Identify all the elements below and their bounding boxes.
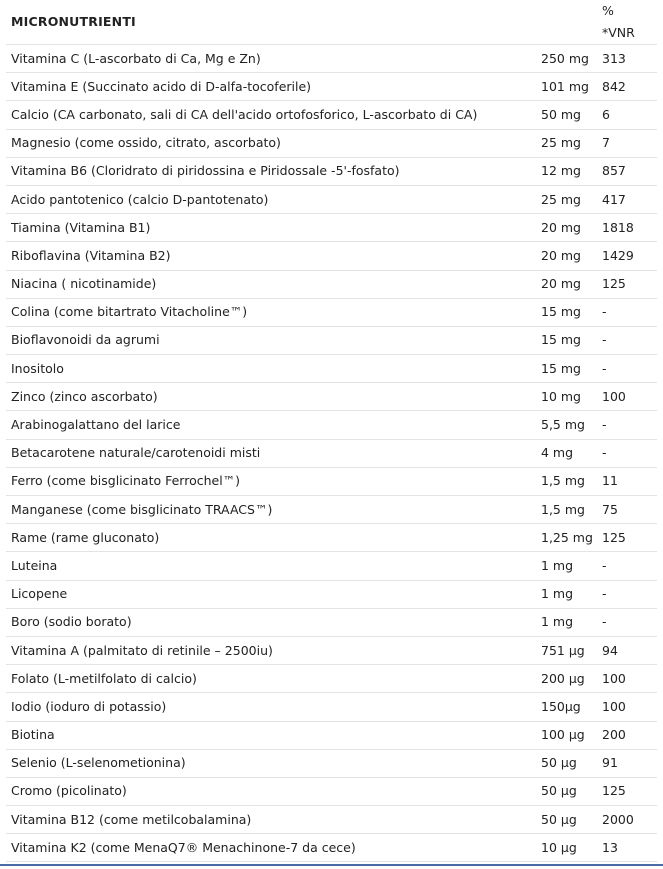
nutrient-vnr: - bbox=[600, 552, 657, 580]
table-row bbox=[6, 834, 657, 862]
nutrient-name: Betacarotene naturale/carotenoidi misti bbox=[6, 439, 538, 467]
nutrient-vnr: - bbox=[600, 298, 657, 326]
nutrient-amount: 15 mg bbox=[538, 298, 600, 326]
nutrient-amount: 50 µg bbox=[538, 806, 600, 834]
nutrient-name: Vitamina A (palmitato di retinile – 2500iu) bbox=[6, 636, 538, 664]
nutrient-vnr: 125 bbox=[600, 777, 657, 805]
nutrient-vnr: 313 bbox=[600, 45, 657, 73]
nutrient-vnr: 75 bbox=[600, 496, 657, 524]
nutrient-vnr: - bbox=[600, 608, 657, 636]
table-row bbox=[6, 749, 657, 777]
nutrient-name: Biotina bbox=[6, 721, 538, 749]
nutrient-name: Luteina bbox=[6, 552, 538, 580]
vnr-header bbox=[600, 0, 657, 45]
nutrient-name: Arabinogalattano del larice bbox=[6, 411, 538, 439]
nutrient-name: Boro (sodio borato) bbox=[6, 608, 538, 636]
table-row bbox=[6, 326, 657, 354]
table-row bbox=[6, 298, 657, 326]
nutrient-name: Vitamina E (Succinato acido di D-alfa-tocoferile) bbox=[6, 73, 538, 101]
nutrient-name: Magnesio (come ossido, citrato, ascorbato) bbox=[6, 129, 538, 157]
nutrient-vnr: - bbox=[600, 439, 657, 467]
nutrient-name: Riboflavina (Vitamina B2) bbox=[6, 242, 538, 270]
nutrient-amount: 1,5 mg bbox=[538, 496, 600, 524]
nutrient-vnr: 13 bbox=[600, 834, 657, 862]
table-row bbox=[6, 496, 657, 524]
nutrient-amount: 50 mg bbox=[538, 101, 600, 129]
table-row bbox=[6, 721, 657, 749]
nutrient-amount: 20 mg bbox=[538, 270, 600, 298]
nutrient-name: Manganese (come bisglicinato TRAACS™) bbox=[6, 496, 538, 524]
nutrient-name: Rame (rame gluconato) bbox=[6, 524, 538, 552]
table-body bbox=[6, 0, 657, 862]
table-row bbox=[6, 439, 657, 467]
nutrient-name: Calcio (CA carbonato, sali di CA dell'acido ortofosforico, L-ascorbato di CA) bbox=[6, 101, 538, 129]
table-row bbox=[6, 45, 657, 73]
nutrient-name: Vitamina B12 (come metilcobalamina) bbox=[6, 806, 538, 834]
nutrient-amount: 150µg bbox=[538, 693, 600, 721]
nutrient-name: Licopene bbox=[6, 580, 538, 608]
amount-header bbox=[538, 0, 600, 45]
table-row bbox=[6, 242, 657, 270]
nutrient-name: Niacina ( nicotinamide) bbox=[6, 270, 538, 298]
nutrient-name: Zinco (zinco ascorbato) bbox=[6, 383, 538, 411]
nutrient-amount: 15 mg bbox=[538, 355, 600, 383]
nutrient-vnr: - bbox=[600, 580, 657, 608]
nutrient-vnr: 7 bbox=[600, 129, 657, 157]
nutrient-amount: 200 µg bbox=[538, 665, 600, 693]
table-row bbox=[6, 552, 657, 580]
table-row bbox=[6, 214, 657, 242]
nutrient-name: Folato (L-metilfolato di calcio) bbox=[6, 665, 538, 693]
table-row bbox=[6, 73, 657, 101]
nutrient-amount: 1 mg bbox=[538, 552, 600, 580]
nutrient-amount: 25 mg bbox=[538, 185, 600, 213]
table-row bbox=[6, 411, 657, 439]
nutrient-vnr: - bbox=[600, 326, 657, 354]
nutrient-name: Tiamina (Vitamina B1) bbox=[6, 214, 538, 242]
nutrient-name: Inositolo bbox=[6, 355, 538, 383]
table-row bbox=[6, 129, 657, 157]
nutrient-amount: 50 µg bbox=[538, 749, 600, 777]
vnr-percent-symbol: % bbox=[602, 3, 614, 18]
nutrient-vnr: 857 bbox=[600, 157, 657, 185]
table-row bbox=[6, 777, 657, 805]
nutrient-amount: 12 mg bbox=[538, 157, 600, 185]
nutrient-amount: 20 mg bbox=[538, 214, 600, 242]
table-row bbox=[6, 383, 657, 411]
nutrient-vnr: - bbox=[600, 355, 657, 383]
nutrient-vnr: 842 bbox=[600, 73, 657, 101]
nutrient-amount: 10 µg bbox=[538, 834, 600, 862]
vnr-label: *VNR bbox=[602, 25, 635, 40]
nutrient-vnr: 200 bbox=[600, 721, 657, 749]
nutrient-amount: 4 mg bbox=[538, 439, 600, 467]
nutrient-vnr: 94 bbox=[600, 636, 657, 664]
nutrient-name: Acido pantotenico (calcio D-pantotenato) bbox=[6, 185, 538, 213]
nutrient-amount: 1,5 mg bbox=[538, 467, 600, 495]
micronutrient-table bbox=[6, 0, 657, 862]
nutrient-name: Cromo (picolinato) bbox=[6, 777, 538, 805]
nutrient-amount: 5,5 mg bbox=[538, 411, 600, 439]
nutrient-name: Colina (come bitartrato Vitacholine™) bbox=[6, 298, 538, 326]
nutrient-amount: 751 µg bbox=[538, 636, 600, 664]
nutrient-name: Vitamina K2 (come MenaQ7® Menachinone-7 da cece) bbox=[6, 834, 538, 862]
nutrient-vnr: 11 bbox=[600, 467, 657, 495]
table-row bbox=[6, 467, 657, 495]
nutrient-amount: 250 mg bbox=[538, 45, 600, 73]
nutrient-amount: 25 mg bbox=[538, 129, 600, 157]
nutrient-name: Vitamina B6 (Cloridrato di piridossina e Piridossale -5'-fosfato) bbox=[6, 157, 538, 185]
nutrient-name: Ferro (come bisglicinato Ferrochel™) bbox=[6, 467, 538, 495]
table-row bbox=[6, 665, 657, 693]
nutrient-vnr: 100 bbox=[600, 383, 657, 411]
nutrient-name: Iodio (ioduro di potassio) bbox=[6, 693, 538, 721]
nutrient-name: Selenio (L-selenometionina) bbox=[6, 749, 538, 777]
nutrient-vnr: 417 bbox=[600, 185, 657, 213]
table-row bbox=[6, 524, 657, 552]
table-row bbox=[6, 157, 657, 185]
table-row bbox=[6, 608, 657, 636]
table-row bbox=[6, 355, 657, 383]
table-row bbox=[6, 270, 657, 298]
table-row bbox=[6, 185, 657, 213]
table-title: MICRONUTRIENTI bbox=[6, 0, 538, 45]
table-row bbox=[6, 636, 657, 664]
table-row bbox=[6, 693, 657, 721]
nutrient-vnr: 91 bbox=[600, 749, 657, 777]
nutrient-name: Vitamina C (L-ascorbato di Ca, Mg e Zn) bbox=[6, 45, 538, 73]
table-row bbox=[6, 580, 657, 608]
nutrient-vnr: 2000 bbox=[600, 806, 657, 834]
nutrient-amount: 1,25 mg bbox=[538, 524, 600, 552]
nutrient-amount: 15 mg bbox=[538, 326, 600, 354]
table-row bbox=[6, 101, 657, 129]
nutrient-vnr: 100 bbox=[600, 665, 657, 693]
nutrient-amount: 1 mg bbox=[538, 580, 600, 608]
nutrient-amount: 1 mg bbox=[538, 608, 600, 636]
nutrient-vnr: 125 bbox=[600, 524, 657, 552]
nutrient-amount: 101 mg bbox=[538, 73, 600, 101]
nutrient-vnr: 1818 bbox=[600, 214, 657, 242]
nutrient-amount: 20 mg bbox=[538, 242, 600, 270]
nutrient-name: Bioflavonoidi da agrumi bbox=[6, 326, 538, 354]
nutrient-amount: 100 µg bbox=[538, 721, 600, 749]
nutrient-vnr: - bbox=[600, 411, 657, 439]
nutrient-vnr: 125 bbox=[600, 270, 657, 298]
nutrient-amount: 10 mg bbox=[538, 383, 600, 411]
bottom-divider bbox=[0, 864, 663, 866]
table-row bbox=[6, 806, 657, 834]
nutrient-vnr: 6 bbox=[600, 101, 657, 129]
nutrient-amount: 50 µg bbox=[538, 777, 600, 805]
table-header-row bbox=[6, 0, 657, 45]
nutrient-vnr: 100 bbox=[600, 693, 657, 721]
nutrient-vnr: 1429 bbox=[600, 242, 657, 270]
